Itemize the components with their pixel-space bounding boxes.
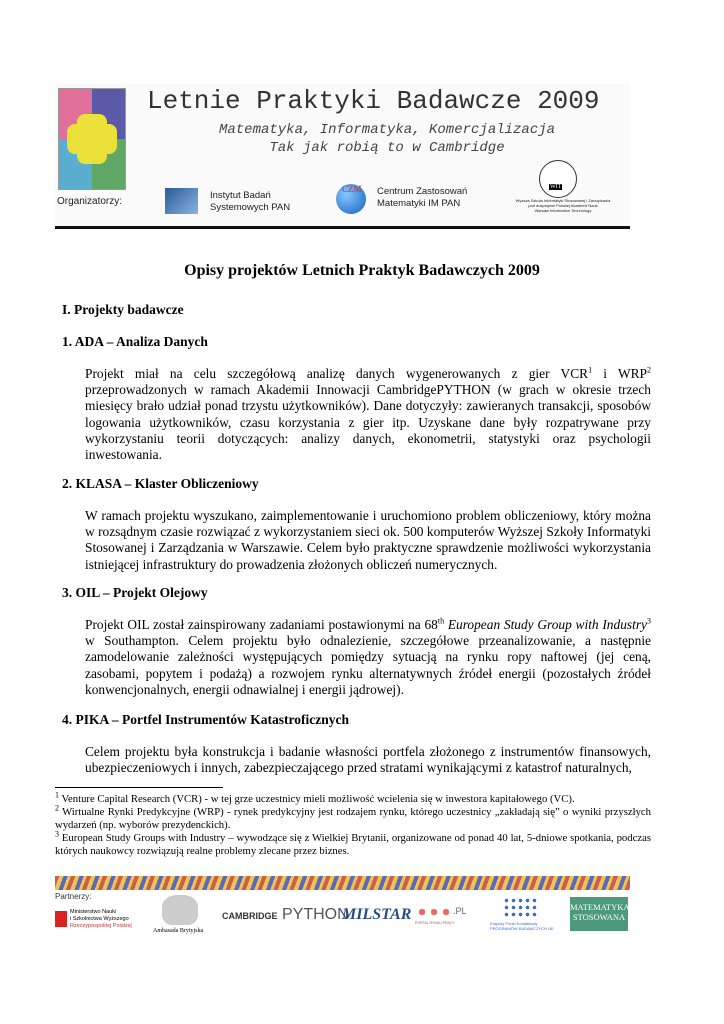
banner-title: Letnie Praktyki Badawcze 2009 [147,86,600,116]
hrk-logo-icon [416,907,450,917]
partner-line: Rzeczypospolitej Polskiej [70,923,132,929]
royal-crest-icon [162,895,198,925]
organizer-ibs [210,190,290,214]
partner-line: Krajowy Punkt Kontaktowy [490,921,538,926]
organizer-line: pod auspicjami Polskiej Akademii Nauk [528,203,598,208]
partner-milstar: MILSTAR [342,906,412,923]
footnote-rule [55,787,223,788]
partner-line: PROGRAMÓW BADAWCZYCH UE [490,926,554,931]
project-description [85,366,651,463]
ibs-logo-icon [165,188,198,214]
partners-label: Partnerzy: [55,892,92,901]
puzzle-logo [58,88,126,190]
partner-matematyka-stosowana [570,897,628,931]
footnote-ref: 3 [646,616,651,626]
project-description: Celem projektu była konstrukcja i badanie własności portfela złożonego z instrumentów finansowych, ubezpieczeniowych i innych, zabezpieczającego przed stratami wynikającymi z katastrof naturalnych, [85,744,651,776]
organizer-line: Centrum Zastosowań [377,186,468,197]
organizer-line: Wyższa Szkoła Informatyki Stosowanej i Zarządzania [515,198,611,203]
wit-logo-icon [539,160,577,198]
poland-eagle-icon [55,911,67,927]
footnote-number: 1 [55,790,59,800]
organizer-line: Warsaw Information Technology [534,208,592,213]
wit-logo-text: WIT [550,184,562,190]
project-description: W ramach projektu wyszukano, zaimplementowanie i uruchomiono problem obliczeniowy, który można w rozsądnym czasie rozwiązać z wykorzystaniem sieci ok. 500 komputerów Wyższej Szkoły Informatyki Stosowanej i Zarządzania w Warszawie. Celem było praktyczne sprawdzenie możliwości wykorzystania istniejącej infrastruktury do prowadzenia złożonych obliczeń numerycznych. [85,508,651,572]
footnote-number: 2 [55,803,59,813]
footnote [55,829,651,858]
partner-python: PYTHON [282,906,349,923]
footnote-ref: 1 [588,365,593,375]
project-heading: 1. ADA – Analiza Danych [62,334,208,349]
czm-logo-text: CZM [342,184,362,194]
organizer-czm [377,186,467,210]
kpk-logo-icon [503,897,537,919]
decorative-band [55,876,630,890]
text: przeprowadzonych w ramach Akademii Innowacji CambridgePYTHON (w grach w okresie trzech miesięcy brało udział ponad trzystu użytkowników). Dane dotyczyły: zawieranych transakcji, sposobów logowania użytkowników, czasu korzystania z gier itp. Uzyskane dane były rozpatrywane przy wykorzystaniu teorii dotyczących: analizy danych, ekonometrii, statystyki oraz psychologii inwestowania. [85,382,651,463]
footnote [55,803,651,832]
footnote-text: Venture Capital Research (VCR) - w tej grze uczestnicy mieli możliwość wcielenia się w inwestora kapitałowego (VC). [61,793,575,805]
footnote [55,790,651,806]
section-heading: I. Projekty badawcze [62,302,184,317]
text: Projekt miał na celu szczegółową analizę danych wygenerowanych z gier VCR [85,366,589,381]
text: Projekt OIL został zainspirowany zadaniami postawionymi na 68 [85,617,438,632]
footnote-text: Wirtualne Rynki Predykcyjne (WRP) - rynek predykcyjny jest rodzajem rynku, którego uczestnicy „zakładają się” o wyniki przyszłych wydarzeń (np. wyborów prezydenckich). [55,806,651,831]
partner-cambridge: CAMBRIDGE [222,911,278,921]
footnote-ref: th [437,616,445,626]
banner-subtitle: Matematyka, Informatyka, Komercjalizacja [218,122,556,138]
partner-hrk: .PL [453,906,467,916]
footnote-text: European Study Groups with Industry – wywodzące się z Wielkiej Brytanii, organizowane od ponad 40 lat, 5-dniowe spotkania, podczas których naukowcy rozwiązują realne problemy zlecane przez biznes. [55,832,651,857]
organizer-wit [503,198,623,213]
project-heading: 2. KLASA – Klaster Obliczeniowy [62,476,259,491]
banner-subtitle: Tak jak robią to w Cambridge [269,140,505,156]
organizers-label: Organizatorzy: [57,196,123,207]
partner-line: Ministerstwo Nauki [70,909,117,915]
header-banner [55,84,630,230]
partner-mnisw [70,909,132,930]
project-heading: 3. OIL – Projekt Olejowy [62,585,208,600]
organizer-line: Instytut Badań [210,190,271,201]
document-title: Opisy projektów Letnich Praktyk Badawczych 2009 [184,262,540,279]
partner-line: STOSOWANA [572,912,626,922]
footnote-number: 3 [55,829,59,839]
footnote-ref: 2 [647,365,651,375]
header-rule [55,226,630,229]
organizer-line: Systemowych PAN [210,202,291,213]
partner-embassy: Ambasada Brytyjska [153,928,204,934]
czm-logo-icon [336,184,366,214]
partner-kpk [490,921,554,931]
partner-line: MATEMATYKA [570,902,630,912]
project-description [85,617,651,698]
partner-line: i Szkolnictwa Wyższego [70,916,129,922]
text-italic: European Study Group with Industry [447,617,647,632]
organizer-line: Matematyki IM PAN [377,198,461,209]
partner-hrk-sub: PORTAL RYNKU PRACY [415,921,455,925]
text: w Southampton. Celem projektu było odnalezienie, szczegółowe przeanalizowanie, a następnie zamodelowanie zależności występujących pomiędzy sytuacją na rynku ropy naftowej (jej ceną, zasobami, popytem i podażą) a rozwojem rynku alternatywnych źródeł energii (pozostałych źródeł konwencjonalnych, energii odnawialnej i energii jądrowej). [85,633,651,697]
project-heading: 4. PIKA – Portfel Instrumentów Katastroficznych [62,712,349,727]
text: i WRP [592,366,647,381]
